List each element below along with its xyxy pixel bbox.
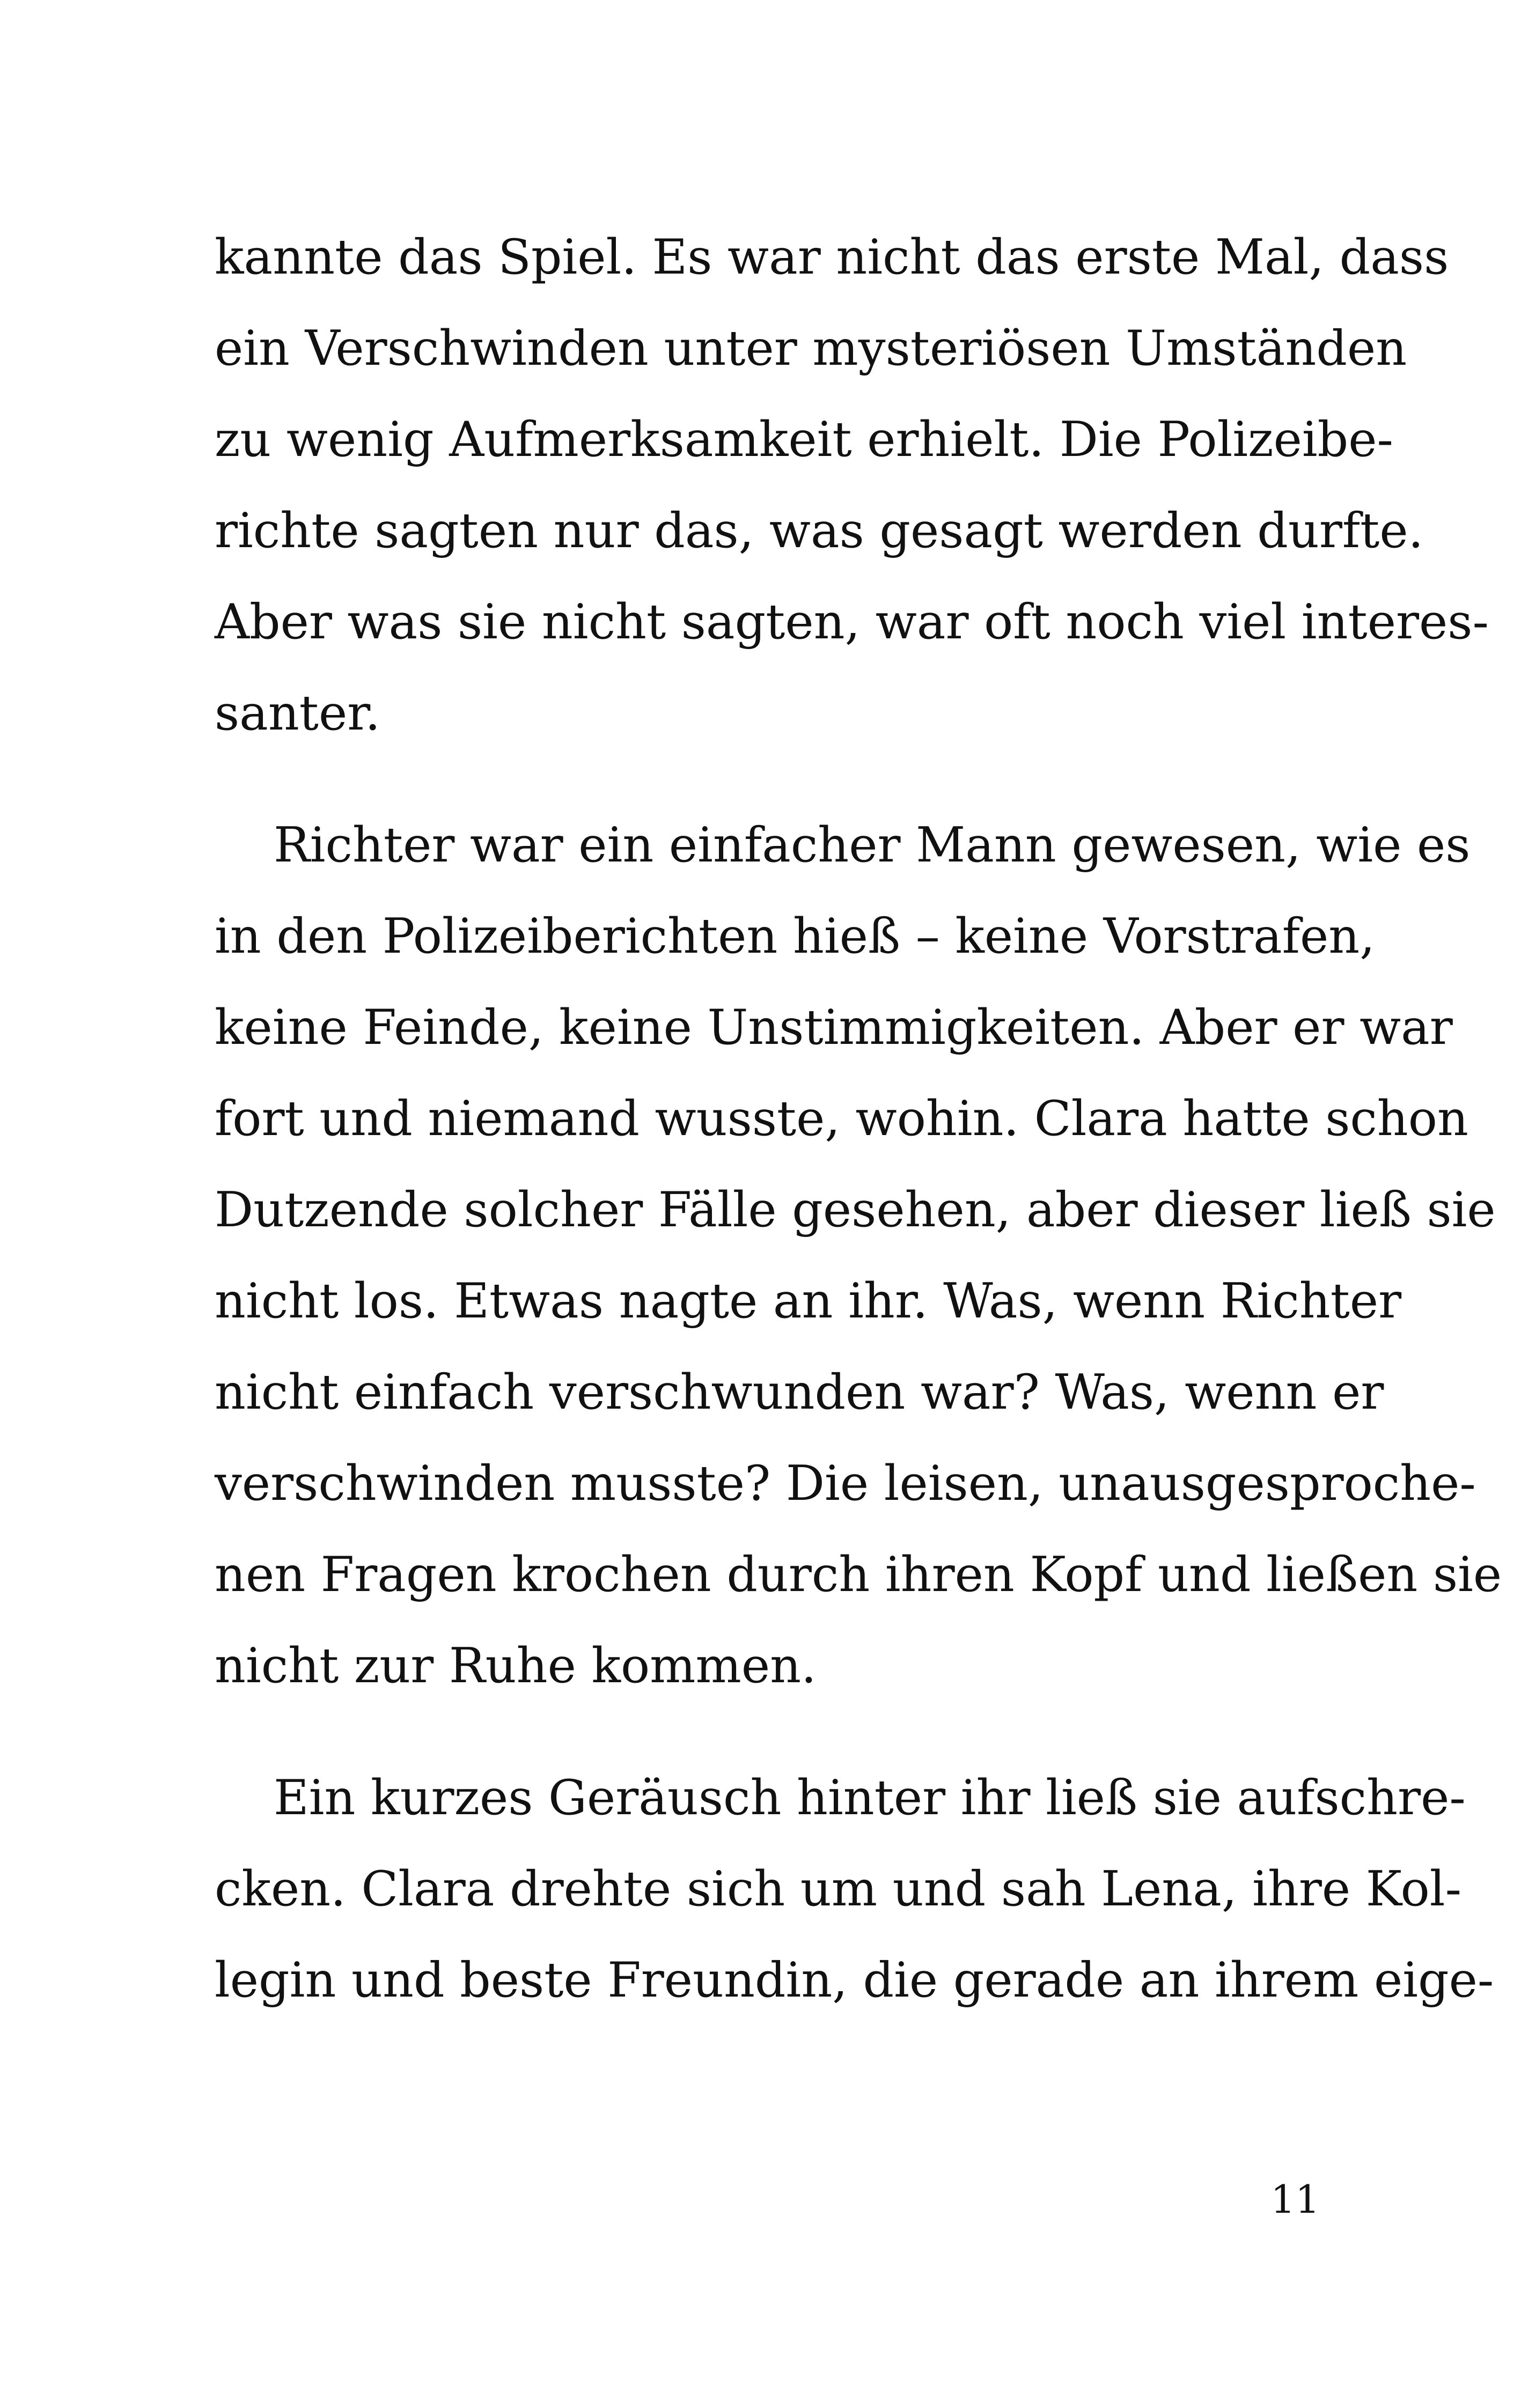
text-line: ein Verschwinden unter mysteriösen Umständen xyxy=(215,320,1407,377)
text-line: keine Feinde, keine Unstimmigkeiten. Aber er war xyxy=(215,999,1453,1056)
text-line: legin und beste Freundin, die gerade an ihrem eige- xyxy=(215,1952,1494,2008)
paragraph-gap xyxy=(215,1712,1320,1752)
paragraph-2 xyxy=(215,800,1502,1712)
text-line: fort und niemand wusste, wohin. Clara hatte schon xyxy=(215,1091,1468,1147)
text-line: zu wenig Aufmerksamkeit erhielt. Die Polizeibe- xyxy=(215,411,1393,468)
text-line: Dutzende solcher Fälle gesehen, aber dieser ließ sie xyxy=(215,1182,1496,1238)
page-number: 11 xyxy=(1270,2177,1320,2222)
text-line: Richter war ein einfacher Mann gewesen, wie es xyxy=(274,817,1471,873)
text-line: nicht einfach verschwunden war? Was, wenn er xyxy=(215,1364,1384,1420)
text-line: richte sagten nur das, was gesagt werden durfte. xyxy=(215,503,1424,559)
text-line: nen Fragen krochen durch ihren Kopf und ließen sie xyxy=(215,1547,1502,1603)
text-line: in den Polizeiberichten hieß – keine Vorstrafen, xyxy=(215,908,1375,964)
text-line: santer. xyxy=(215,685,380,741)
paragraph-3 xyxy=(215,1752,1494,2026)
text-line: kannte das Spiel. Es war nicht das erste Mal, dass xyxy=(215,229,1449,285)
text-line: cken. Clara drehte sich um und sah Lena, ihre Kol- xyxy=(215,1861,1462,1917)
text-line: Aber was sie nicht sagten, war oft noch viel interes- xyxy=(215,594,1489,650)
text-line: verschwinden musste? Die leisen, unausgesproche- xyxy=(215,1455,1476,1512)
text-line: Ein kurzes Geräusch hinter ihr ließ sie aufschre- xyxy=(274,1770,1466,1826)
paragraph-1 xyxy=(215,212,1489,759)
body-text xyxy=(215,212,1502,2026)
paragraph-gap xyxy=(215,759,1320,800)
text-line: nicht los. Etwas nagte an ihr. Was, wenn Richter xyxy=(215,1273,1402,1329)
text-line: nicht zur Ruhe kommen. xyxy=(215,1638,817,1694)
